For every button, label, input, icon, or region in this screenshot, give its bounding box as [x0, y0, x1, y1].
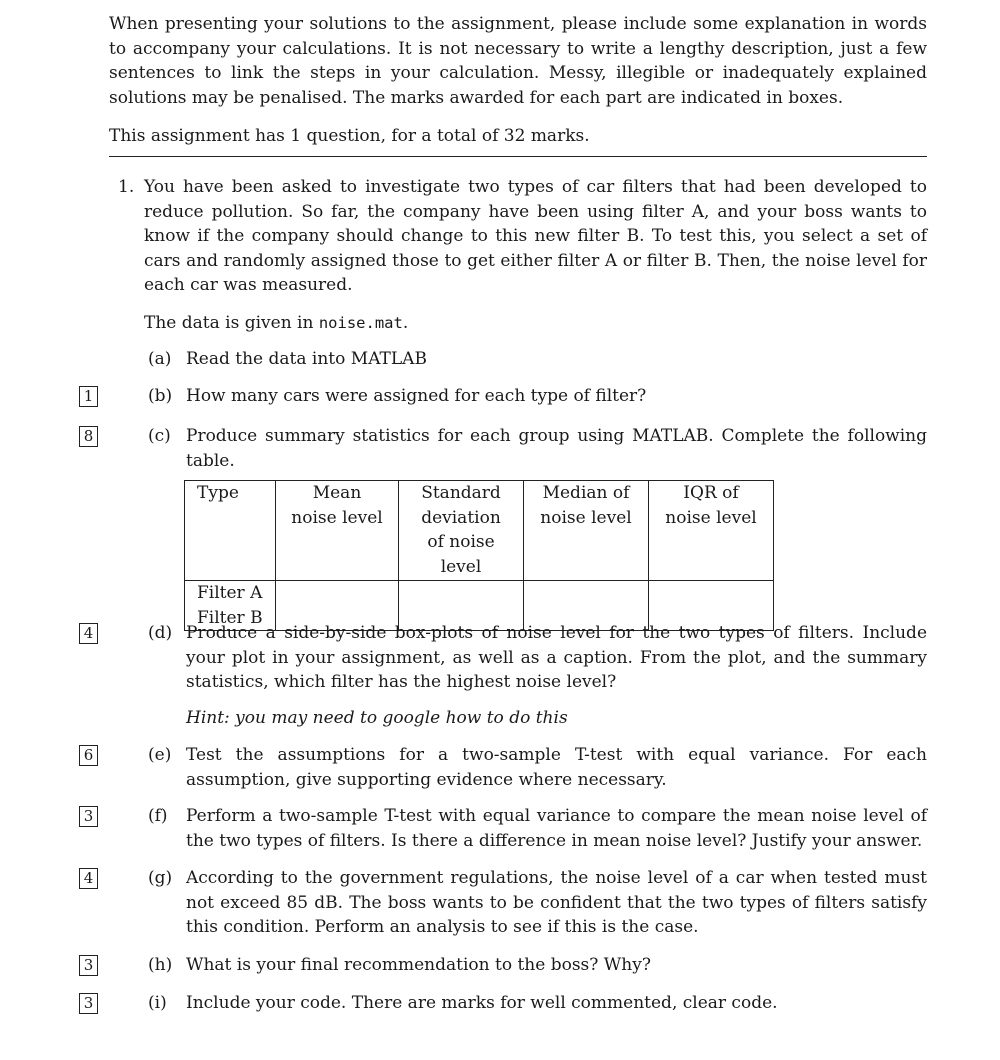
part-text: Perform a two-sample T-test with equal variance to compare the mean noise level of the two types of filters. Is there a difference in mean noise level? Justify your answer.	[186, 806, 927, 851]
column-header-std: Standard deviation of noise level	[399, 481, 524, 581]
data-line-prefix: The data is given in	[144, 313, 319, 333]
part-text: Produce a side-by-side box-plots of noise level for the two types of filters. Include your plot in your assignment, as well as a caption. From the plot, and the summary statistics, which filter has the highest noise level?	[186, 623, 927, 692]
part-label: (a)	[148, 349, 172, 369]
marks-box: 6	[79, 745, 98, 766]
part-label: (h)	[148, 955, 173, 975]
column-header-median: Median of noise level	[524, 481, 649, 581]
part-text-before: Produce summary statistics for each group using	[186, 426, 633, 446]
column-header-type: Type	[185, 481, 276, 581]
part-h	[148, 953, 927, 978]
question-text: You have been asked to investigate two types of car filters that had been developed to reduce pollution. So far, the company have been using filter A, and your boss wants to know if the company should change to this new filter B. To test this, you select a set of cars and randomly assigned those to get either filter A or filter B. Then, the noise level for each car was measured.	[144, 177, 927, 295]
part-label: (d)	[148, 623, 173, 643]
part-d	[148, 621, 927, 695]
part-text: According to the government regulations, the noise level of a car when tested must not exceed 85 dB. The boss wants to be confident that the two types of filters satisfy this condition. Perform an analysis to see if this is the case.	[186, 868, 927, 937]
part-label: (i)	[148, 993, 167, 1013]
part-label: (g)	[148, 868, 173, 888]
data-line-suffix: .	[402, 313, 409, 333]
part-g	[148, 866, 927, 940]
part-a	[148, 347, 927, 372]
data-file-line	[144, 311, 408, 336]
total-marks-line: This assignment has 1 question, for a total of 32 marks.	[109, 126, 590, 146]
instructions-text: When presenting your solutions to the assignment, please include some explanation in words to accompany your calculations. It is not necessary to write a lengthy description, just a few sentences to link the steps in your calculation. Messy, illegible or inadequately explained solutions may be penalised. The marks awarded for each part are indicated in boxes.	[109, 14, 927, 108]
part-f	[148, 804, 927, 853]
part-text	[186, 424, 927, 473]
marks-box: 4	[79, 868, 98, 889]
part-text-before: Read the data into	[186, 349, 351, 369]
marks-box: 1	[79, 386, 98, 407]
part-text	[186, 347, 927, 372]
part-label: (b)	[148, 386, 173, 406]
marks-box: 8	[79, 426, 98, 447]
part-text: How many cars were assigned for each type of filter?	[186, 386, 647, 406]
matlab-name: MATLAB	[350, 349, 427, 369]
row-label-filter-b: Filter B	[197, 607, 263, 628]
column-header-iqr: IQR of noise level	[649, 481, 774, 581]
instructions-paragraph	[109, 12, 927, 110]
question-number: 1.	[118, 177, 135, 197]
part-e	[148, 743, 927, 792]
hint-text: Hint: you may need to google how to do this	[186, 708, 568, 728]
part-label: (c)	[148, 426, 171, 446]
part-text: What is your final recommendation to the boss? Why?	[186, 955, 651, 975]
marks-box: 3	[79, 955, 98, 976]
column-header-mean: Mean noise level	[276, 481, 399, 581]
part-i	[148, 991, 927, 1016]
table-header-row	[185, 481, 774, 581]
part-text-after: . Complete the following table.	[186, 426, 927, 471]
marks-box: 3	[79, 993, 98, 1014]
row-label-filter-a: Filter A	[197, 583, 263, 603]
marks-box: 4	[79, 623, 98, 644]
part-label: (f)	[148, 806, 168, 826]
summary-statistics-table	[184, 480, 774, 631]
matlab-name: MATLAB	[632, 426, 709, 446]
part-b	[148, 384, 927, 409]
part-text: Include your code. There are marks for well commented, clear code.	[186, 993, 778, 1013]
horizontal-rule	[109, 156, 927, 157]
data-file-name: noise.mat	[318, 314, 403, 332]
part-text: Test the assumptions for a two-sample T-test with equal variance. For each assumption, give supporting evidence where necessary.	[186, 745, 927, 790]
marks-box: 3	[79, 806, 98, 827]
part-c	[148, 424, 927, 473]
part-label: (e)	[148, 745, 172, 765]
